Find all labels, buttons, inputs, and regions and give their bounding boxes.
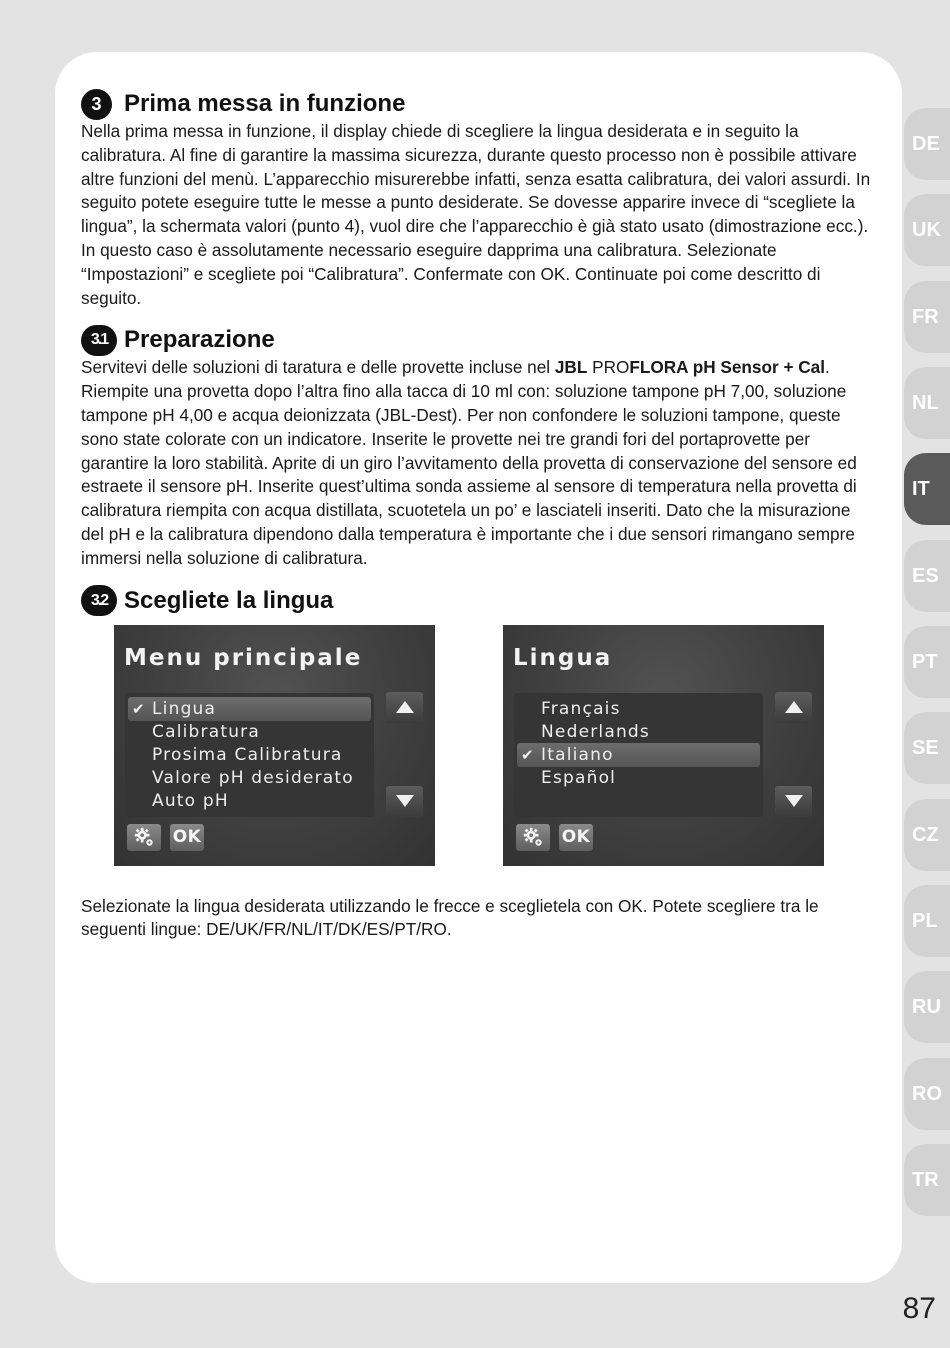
- menu-item-lingua[interactable]: [128, 697, 371, 721]
- body-text-after-brand: . Riempite una provetta dopo l’altra fino alla tacca di 10 ml con: soluzione tampone pH 7,00, soluzione tampone pH 4,00 e acqua deionizzata (JBL-Dest). Per non confondere le soluzioni tampone, queste sono state colorate con un indicatore. Inserite le provette nei tre grandi fori del portaprovette per garantire la loro stabilità. Aprite di un giro l’avvitamento della provetta di conservazione del sensore ed estraete il sensore pH. Inserite quest’ultima sonda assieme al sensore di temperatura nella provetta di calibratura riempita con acqua distillata, scuotetela un po’ e lasciateli inseriti. Dato che la misurazione del pH e la calibratura dipendono dalla temperatura è importante che i due sensori rimangano sempre immersi nella soluzione di calibratura.: [81, 357, 857, 568]
- menu-item-label: Calibratura: [152, 721, 260, 742]
- screen-main-menu-title: Menu principale: [124, 644, 363, 671]
- menu-item-francais[interactable]: [517, 697, 760, 721]
- menu-item-italiano[interactable]: [517, 743, 760, 767]
- menu-item-nederlands[interactable]: [517, 720, 760, 744]
- section-3-2-title: Scegliete la lingua: [124, 586, 334, 614]
- menu-item-label: Français: [541, 698, 621, 719]
- menu-item-auto-ph[interactable]: [128, 789, 371, 813]
- arrow-down-icon: [396, 795, 414, 807]
- scroll-down-button[interactable]: [386, 786, 423, 817]
- menu-item-label: Nederlands: [541, 721, 650, 742]
- tab-nl[interactable]: NL: [904, 367, 950, 439]
- tab-pl[interactable]: PL: [904, 885, 950, 957]
- arrow-up-icon: [396, 701, 414, 713]
- ok-button[interactable]: OK: [559, 824, 593, 851]
- tab-es[interactable]: ES: [904, 540, 950, 612]
- section-3-1-title: Preparazione: [124, 326, 275, 354]
- tab-pt[interactable]: PT: [904, 626, 950, 698]
- brand-product-name: FLORA pH Sensor + Cal: [629, 357, 826, 378]
- tab-uk[interactable]: UK: [904, 194, 950, 266]
- tab-ro[interactable]: RO: [904, 1058, 950, 1130]
- tab-cz[interactable]: CZ: [904, 799, 950, 871]
- menu-item-label: Lingua: [152, 698, 217, 719]
- tab-se[interactable]: SE: [904, 712, 950, 784]
- menu-item-label: Prosima Calibratura: [152, 744, 343, 765]
- menu-item-calibratura[interactable]: [128, 720, 371, 744]
- check-icon: ✔: [521, 745, 535, 764]
- menu-item-label: Valore pH desiderato: [152, 767, 354, 788]
- content-column: [81, 88, 873, 942]
- tab-tr[interactable]: TR: [904, 1144, 950, 1216]
- settings-button[interactable]: [127, 824, 161, 851]
- brand-pro: PRO: [587, 357, 630, 378]
- tab-fr[interactable]: FR: [904, 281, 950, 353]
- device-screens: [81, 625, 873, 895]
- menu-item-prosima-calibratura[interactable]: [128, 743, 371, 767]
- arrow-down-icon: [785, 795, 803, 807]
- arrow-up-icon: [785, 701, 803, 713]
- menu-item-label: Italiano: [541, 744, 614, 765]
- section-3-1-heading: [81, 324, 873, 356]
- menu-item-valore-ph[interactable]: [128, 766, 371, 790]
- section-3-body: Nella prima messa in funzione, il display chiede di scegliere la lingua desiderata e in seguito la calibratura. Al fine di garantire la massima sicurezza, durante questo processo non è possibile attivare altre funzioni del menù. L’apparecchio misurerebbe infatti, senza esatta calibratura, dei valori assurdi. In seguito potete eseguire tutte le messe a punto desiderate. Se dovesse apparire invece di “scegliete la lingua”, la schermata valori (punto 4), vuol dire che l’apparecchio è già stato usato (dimostrazione ecc.). In questo caso è assolutamente necessario eseguire dapprima una calibratura. Selezionate “Impostazioni” e scegliete poi “Calibratura”. Confermate con OK. Continuate poi come descritto di seguito.: [81, 121, 871, 308]
- brand-jbl: JBL: [554, 357, 588, 378]
- gear-icon: [522, 826, 544, 848]
- section-3-1-body: [81, 356, 873, 570]
- menu-item-espanol[interactable]: [517, 766, 760, 790]
- language-tab-strip: [904, 0, 950, 1348]
- tab-ru[interactable]: RU: [904, 971, 950, 1043]
- tab-it[interactable]: IT: [904, 453, 950, 525]
- check-icon: ✔: [132, 699, 146, 718]
- settings-button[interactable]: [516, 824, 550, 851]
- language-list: [514, 693, 763, 817]
- screen-language: [503, 625, 824, 866]
- scroll-down-button[interactable]: [775, 786, 812, 817]
- tab-de[interactable]: DE: [904, 108, 950, 180]
- menu-item-label: Auto pH: [152, 790, 229, 811]
- section-3-heading: [81, 88, 873, 120]
- section-3-2-number-badge: 3.2: [81, 585, 117, 616]
- body-text-before-brand: Servitevi delle soluzioni di taratura e delle provette incluse nel: [81, 357, 555, 378]
- section-3-1-number-badge: 3.1: [81, 325, 117, 356]
- screen-main-menu: [114, 625, 435, 866]
- page-number: 87: [902, 1292, 936, 1325]
- scroll-up-button[interactable]: [775, 692, 812, 723]
- main-menu-list: [125, 693, 374, 817]
- section-3-number-badge: 3: [81, 89, 112, 120]
- section-3-2-heading: [81, 585, 873, 617]
- scroll-up-button[interactable]: [386, 692, 423, 723]
- menu-item-label: Español: [541, 767, 617, 788]
- gear-icon: [133, 826, 155, 848]
- section-3-title: Prima messa in funzione: [124, 90, 406, 117]
- ok-button[interactable]: OK: [170, 824, 204, 851]
- section-3-2-body: Selezionate la lingua desiderata utilizzando le frecce e sceglietela con OK. Potete scegliere tra le seguenti lingue: DE/UK/FR/NL/IT/DK/ES/PT/RO.: [81, 895, 819, 940]
- screen-language-title: Lingua: [513, 644, 613, 671]
